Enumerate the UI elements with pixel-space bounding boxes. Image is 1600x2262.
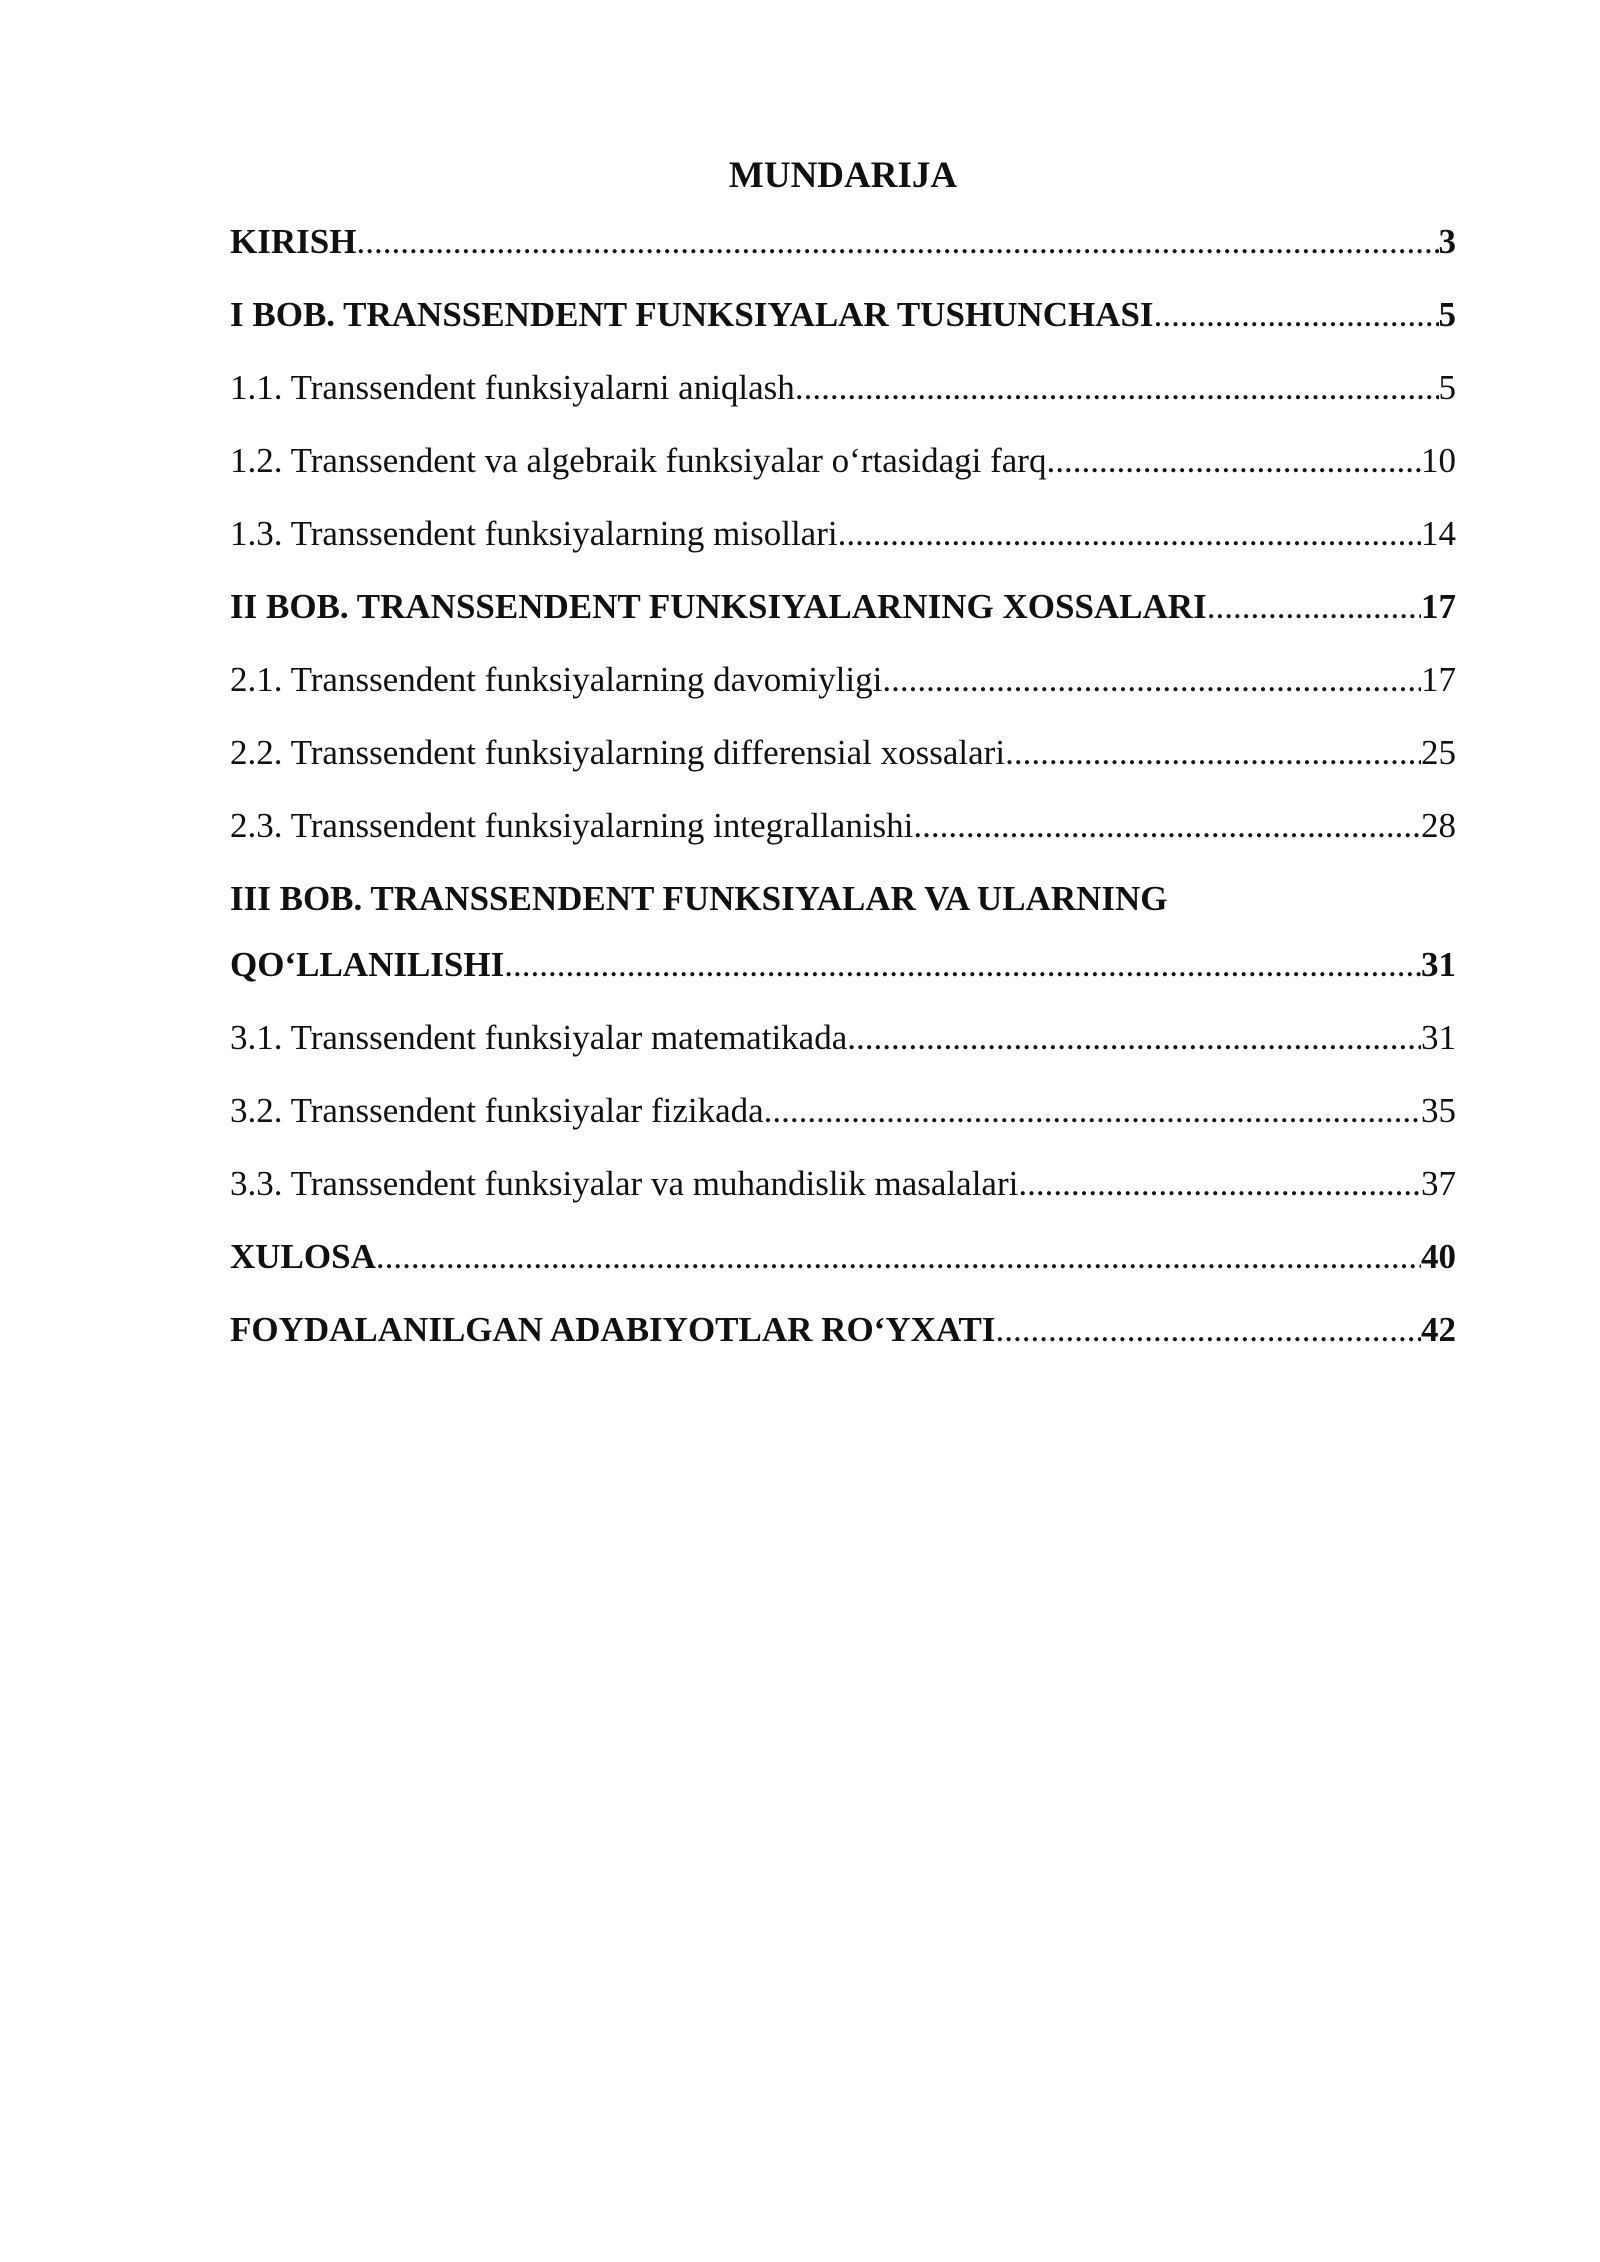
toc-entry-page: 3 — [1438, 222, 1456, 261]
toc-entry-chapter-1[interactable] — [230, 289, 1456, 341]
toc-entry-references[interactable] — [230, 1304, 1456, 1356]
toc-entry-page: 42 — [1421, 1310, 1456, 1349]
toc-entry-3-3[interactable] — [230, 1158, 1456, 1210]
toc-entry-3-2[interactable] — [230, 1085, 1456, 1137]
toc-entry-page: 14 — [1421, 514, 1456, 553]
toc-entry-page: 31 — [1421, 945, 1456, 984]
toc-entry-label: 1.1. Transsendent funksiyalarni aniqlash — [230, 368, 795, 407]
dot-leader — [504, 939, 1421, 991]
dot-leader — [1207, 581, 1421, 633]
dot-leader — [356, 216, 1438, 268]
dot-leader — [838, 508, 1421, 560]
dot-leader — [1005, 727, 1421, 779]
toc-entry-page: 40 — [1421, 1237, 1456, 1276]
toc-entry-kirish[interactable] — [230, 216, 1456, 268]
dot-leader — [1154, 289, 1439, 341]
toc-entry-1-1[interactable] — [230, 362, 1456, 414]
toc-entry-label: 2.1. Transsendent funksiyalarning davomiyligi — [230, 660, 883, 699]
toc-entry-label: 1.2. Transsendent va algebraik funksiyalar o‘rtasidagi farq — [230, 441, 1047, 480]
toc-entry-page: 35 — [1421, 1091, 1456, 1130]
toc-entry-label: II BOB. TRANSSENDENT FUNKSIYALARNING XOSSALARI — [230, 587, 1207, 626]
toc-entry-page: 17 — [1421, 660, 1456, 699]
dot-leader — [1018, 1158, 1421, 1210]
toc-entry-label: 2.2. Transsendent funksiyalarning differensial xossalari — [230, 733, 1006, 772]
toc-entry-page: 17 — [1421, 587, 1456, 626]
table-of-contents — [230, 150, 1456, 1377]
toc-entry-2-3[interactable] — [230, 800, 1456, 852]
dot-leader — [376, 1231, 1421, 1283]
toc-entry-chapter-2[interactable] — [230, 581, 1456, 633]
toc-entry-page: 31 — [1421, 1018, 1456, 1057]
toc-title: MUNDARIJA — [728, 155, 958, 196]
toc-entry-chapter-3[interactable] — [230, 873, 1456, 991]
toc-entry-3-1[interactable] — [230, 1012, 1456, 1064]
dot-leader — [1046, 435, 1421, 487]
toc-entry-label: I BOB. TRANSSENDENT FUNKSIYALAR TUSHUNCHASI — [230, 295, 1154, 334]
toc-entry-label: KIRISH — [230, 222, 357, 261]
dot-leader — [913, 800, 1421, 852]
dot-leader — [764, 1085, 1421, 1137]
toc-entry-label: 1.3. Transsendent funksiyalarning misollari — [230, 514, 838, 553]
toc-entry-xulosa[interactable] — [230, 1231, 1456, 1283]
toc-entry-1-3[interactable] — [230, 508, 1456, 560]
dot-leader — [996, 1304, 1421, 1356]
toc-entry-label: 3.2. Transsendent funksiyalar fizikada — [230, 1091, 764, 1130]
toc-entry-page: 37 — [1421, 1164, 1456, 1203]
toc-entry-page: 10 — [1421, 441, 1456, 480]
toc-entry-page: 25 — [1421, 733, 1456, 772]
toc-entry-label: 3.1. Transsendent funksiyalar matematikada — [230, 1018, 848, 1057]
dot-leader — [795, 362, 1439, 414]
toc-entry-label-line2: QO‘LLANILISHI — [230, 945, 505, 984]
toc-entry-1-2[interactable] — [230, 435, 1456, 487]
toc-entry-page: 5 — [1438, 368, 1456, 407]
toc-entry-label-line1: III BOB. TRANSSENDENT FUNKSIYALAR VA ULARNING — [230, 879, 1168, 918]
dot-leader — [847, 1012, 1421, 1064]
toc-entry-label: XULOSA — [230, 1237, 376, 1276]
toc-entry-page: 28 — [1421, 806, 1456, 845]
toc-entry-2-2[interactable] — [230, 727, 1456, 779]
toc-entry-page: 5 — [1438, 295, 1456, 334]
dot-leader — [882, 654, 1421, 706]
toc-entry-label: 2.3. Transsendent funksiyalarning integrallanishi — [230, 806, 914, 845]
toc-entry-label: 3.3. Transsendent funksiyalar va muhandislik masalalari — [230, 1164, 1019, 1203]
toc-entry-label: FOYDALANILGAN ADABIYOTLAR RO‘YXATI — [230, 1310, 996, 1349]
toc-entry-2-1[interactable] — [230, 654, 1456, 706]
